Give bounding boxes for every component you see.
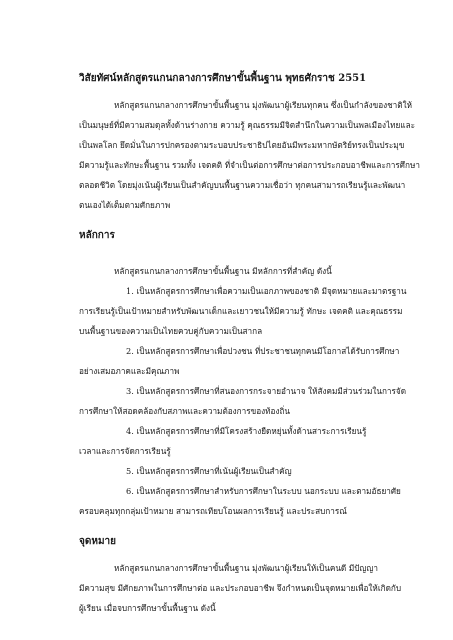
principles-heading: หลักการ bbox=[79, 230, 115, 241]
document-title: วิสัยทัศน์หลักสูตรแกนกลางการศึกษาขั้นพื้นฐาน พุทธศักราช 2551 bbox=[79, 73, 367, 84]
principles-line: 4. เป็นหลักสูตรการศึกษาที่มีโครงสร้างยืดหยุ่นทั้งด้านสาระการเรียนรู้ bbox=[126, 426, 367, 436]
principles-line: อย่างเสมอภาคและมีคุณภาพ bbox=[79, 366, 180, 376]
principles-line: บนพื้นฐานของความเป็นไทยควบคู่กับความเป็นสากล bbox=[79, 326, 263, 336]
vision-line: เป็นพลโลก ยึดมั่นในการปกครองตามระบอบประชาธิปไตยอันมีพระมหากษัตริย์ทรงเป็นประมุข bbox=[79, 140, 405, 150]
principles-line: เวลาและการจัดการเรียนรู้ bbox=[79, 446, 171, 456]
vision-line: เป็นมนุษย์ที่มีความสมดุลทั้งด้านร่างกาย ความรู้ คุณธรรมมีจิตสำนึกในความเป็นพลเมืองไทยและ bbox=[79, 120, 416, 130]
goals-line: ผู้เรียน เมื่อจบการศึกษาขั้นพื้นฐาน ดังนี้ bbox=[79, 603, 216, 613]
goals-line: หลักสูตรแกนกลางการศึกษาขั้นพื้นฐาน มุ่งพัฒนาผู้เรียนให้เป็นคนดี มีปัญญา bbox=[114, 563, 378, 573]
principles-line: การเรียนรู้เป็นเป้าหมายสำหรับพัฒนาเด็กและเยาวชนให้มีความรู้ ทักษะ เจตคติ และคุณธรรม bbox=[79, 306, 403, 316]
principles-line: 1. เป็นหลักสูตรการศึกษาเพื่อความเป็นเอกภาพของชาติ มีจุดหมายและมาตรฐาน bbox=[126, 286, 407, 296]
goals-line: มีความสุข มีศักยภาพในการศึกษาต่อ และประกอบอาชีพ จึงกำหนดเป็นจุดหมายเพื่อให้เกิดกับ bbox=[79, 583, 402, 593]
principles-line: การศึกษาให้สอดคล้องกับสภาพและความต้องการของท้องถิ่น bbox=[79, 406, 291, 416]
principles-line: ครอบคลุมทุกกลุ่มเป้าหมาย สามารถเทียบโอนผลการเรียนรู้ และประสบการณ์ bbox=[79, 506, 347, 516]
vision-line: มีความรู้และทักษะพื้นฐาน รวมทั้ง เจตคติ ที่จำเป็นต่อการศึกษาต่อการประกอบอาชีพและการศึกษา bbox=[79, 160, 420, 170]
principles-line: 2. เป็นหลักสูตรการศึกษาเพื่อปวงชน ที่ประชาชนทุกคนมีโอกาสได้รับการศึกษา bbox=[126, 346, 400, 356]
goals-heading: จุดหมาย bbox=[79, 536, 117, 547]
principles-line: 6. เป็นหลักสูตรการศึกษาสำหรับการศึกษาในระบบ นอกระบบ และตามอัธยาศัย bbox=[126, 486, 401, 496]
vision-line: ตลอดชีวิต โดยมุ่งเน้นผู้เรียนเป็นสำคัญบนพื้นฐานความเชื่อว่า ทุกคนสามารถเรียนรู้และพัฒนา bbox=[79, 180, 406, 190]
principles-line: 3. เป็นหลักสูตรการศึกษาที่สนองการกระจายอำนาจ ให้สังคมมีส่วนร่วมในการจัด bbox=[126, 386, 407, 396]
principles-line: 5. เป็นหลักสูตรการศึกษาที่เน้นผู้เรียนเป็นสำคัญ bbox=[126, 466, 292, 476]
vision-line: หลักสูตรแกนกลางการศึกษาขั้นพื้นฐาน มุ่งพัฒนาผู้เรียนทุกคน ซึ่งเป็นกำลังของชาติให้ bbox=[114, 100, 412, 110]
principles-line: หลักสูตรแกนกลางการศึกษาขั้นพื้นฐาน มีหลักการที่สำคัญ ดังนี้ bbox=[114, 266, 332, 276]
vision-line: ตนเองได้เต็มตามศักยภาพ bbox=[79, 200, 171, 210]
